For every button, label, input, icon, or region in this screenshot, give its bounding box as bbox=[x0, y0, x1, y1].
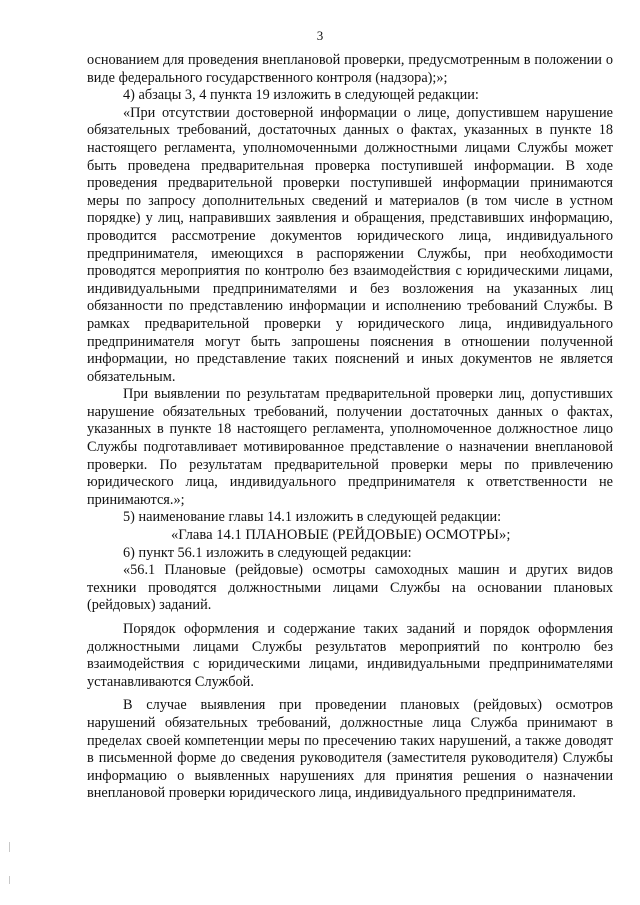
paragraph-violations: В случае выявления при проведении плановых (рейдовых) осмотров нарушений обязательных требований, должностные лица Служба принимают в пределах своей компетенции меры по пресечению таких нарушений, а также доводят в письменной форме до сведения руководителя (заместителя руководителя) Службы информацию о выявленных нарушениях для принятия решения о назначении внеплановой проверки юридического лица, индивидуального предпринимателя. bbox=[87, 697, 613, 802]
paragraph-procedure: Порядок оформления и содержание таких заданий и порядок оформления должностными лицами Службы результатов мероприятий по контролю без взаимодействия с юридическими лицами, индивидуальными предпринимателями устанавливаются Службой. bbox=[87, 621, 613, 690]
paragraph-clause-56-1: «56.1 Плановые (рейдовые) осмотры самоходных машин и других видов техники проводятся должностными лицами Службы на основании плановых (рейдовых) заданий. bbox=[87, 562, 613, 614]
paragraph-item-5: 5) наименование главы 14.1 изложить в следующей редакции: bbox=[123, 509, 502, 526]
paragraph-item-4: 4) абзацы 3, 4 пункта 19 изложить в следующей редакции: bbox=[123, 87, 479, 104]
page-number: 3 bbox=[316, 28, 324, 43]
margin-scan-mark bbox=[9, 876, 10, 884]
chapter-heading: «Глава 14.1 ПЛАНОВЫЕ (РЕЙДОВЫЕ) ОСМОТРЫ»; bbox=[171, 527, 511, 544]
paragraph-continuation: основанием для проведения внеплановой проверки, предусмотренным в положении о виде федерального государственного контроля (надзора);»; bbox=[87, 52, 613, 86]
paragraph-item-6: 6) пункт 56.1 изложить в следующей редакции: bbox=[123, 544, 412, 561]
document-body bbox=[87, 52, 613, 803]
margin-scan-mark bbox=[9, 842, 10, 852]
paragraph-quote-preliminary-check: «При отсутствии достоверной информации о лице, допустившем нарушение обязательных требований, достаточных данных о фактах, указанных в пункте 18 настоящего регламента, уполномоченными должностными лицами Службы может быть проведена предварительная проверка поступившей информации. В ходе проведения предварительной проверки поступившей информации принимаются меры по запросу дополнительных сведений и материалов (в том числе в устном порядке) у лиц, направивших заявления и обращения, представивших информацию, проводится рассмотрение документов юридического лица, индивидуального предпринимателя, имеющихся в распоряжении Службы, при необходимости проводятся мероприятия по контролю без взаимодействия с юридическими лицами, индивидуальными предпринимателями и без возложения на указанных лиц обязанности по представлению информации и исполнению требований Службы. В рамках предварительной проверки у юридического лица, индивидуального предпринимателя могут быть запрошены пояснения в отношении полученной информации, но представление таких пояснений и иных документов не является обязательным. bbox=[87, 104, 613, 385]
paragraph-findings: При выявлении по результатам предварительной проверки лиц, допустивших нарушение обязательных требований, получении достаточных данных о фактах, указанных в пункте 18 настоящего регламента, уполномоченное должностное лицо Службы подготавливает мотивированное представление о назначении внеплановой проверки. По результатам предварительной проверки меры по привлечению юридического лица, индивидуального предпринимателя к ответственности не принимаются.»; bbox=[87, 386, 613, 508]
